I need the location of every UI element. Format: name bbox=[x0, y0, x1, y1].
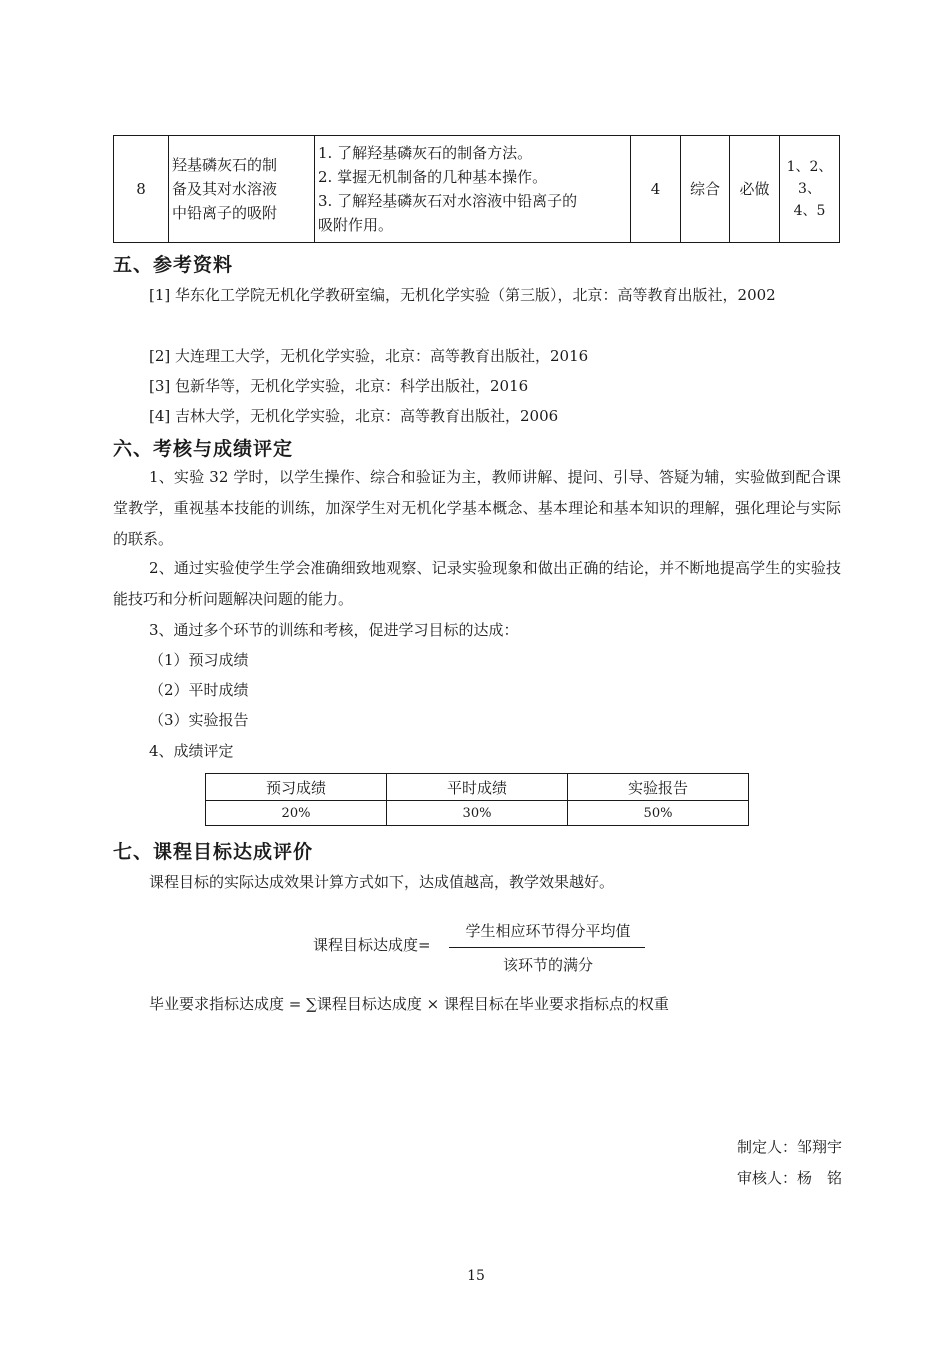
list-item: （2）平时成绩 bbox=[149, 681, 249, 699]
page-number: 15 bbox=[467, 1268, 485, 1284]
experiment-table bbox=[113, 135, 840, 243]
experiment-name: 羟基磷灰石的制 备及其对水溶液 中铅离子的吸附 bbox=[169, 136, 315, 243]
table-row bbox=[206, 801, 749, 826]
formula-label: 课程目标达成度= bbox=[313, 936, 431, 954]
experiment-hours: 4 bbox=[631, 136, 681, 243]
paragraph: 3、通过多个环节的训练和考核，促进学习目标的达成： bbox=[149, 621, 519, 639]
list-item: （3）实验报告 bbox=[149, 711, 249, 729]
section-title: 六、考核与成绩评定 bbox=[113, 438, 294, 460]
section-title: 七、课程目标达成评价 bbox=[113, 841, 314, 863]
fraction-bar bbox=[449, 947, 645, 948]
score-header: 预习成绩 bbox=[206, 774, 387, 801]
reference-item: [4] 吉林大学，无机化学实验，北京：高等教育出版社，2006 bbox=[149, 407, 559, 425]
list-item: （1）预习成绩 bbox=[149, 651, 249, 669]
paragraph: 2、通过实验使学生学会准确细致地观察、记录实验现象和做出正确的结论，并不断地提高学生的实验技能技巧和分析问题解决问题的能力。 bbox=[113, 559, 841, 608]
paragraph: 课程目标的实际达成效果计算方式如下，达成值越高，教学效果越好。 bbox=[149, 873, 615, 891]
section-title: 五、参考资料 bbox=[113, 254, 234, 276]
score-value: 50% bbox=[568, 801, 749, 826]
reviewer-signature: 审核人：杨 铭 bbox=[736, 1169, 842, 1187]
table-row bbox=[206, 774, 749, 801]
formula-denominator: 该环节的满分 bbox=[502, 956, 593, 974]
maker-signature: 制定人：邹翔宇 bbox=[736, 1138, 842, 1156]
formula-line: 毕业要求指标达成度 = ∑课程目标达成度 × 课程目标在毕业要求指标点的权重 bbox=[149, 995, 669, 1013]
experiment-objectives: 1. 了解羟基磷灰石的制备方法。 2. 掌握无机制备的几种基本操作。 3. 了解羟基磷灰石对水溶液中铅离子的 吸附作用。 bbox=[315, 136, 631, 243]
experiment-targets: 1、2、3、 4、5 bbox=[780, 136, 840, 243]
score-value: 30% bbox=[387, 801, 568, 826]
score-header: 平时成绩 bbox=[387, 774, 568, 801]
table-row bbox=[114, 136, 840, 243]
reference-item: [1] 华东化工学院无机化学教研室编，无机化学实验（第三版），北京：高等教育出版社，2002 bbox=[149, 286, 776, 304]
score-value: 20% bbox=[206, 801, 387, 826]
experiment-requirement: 必做 bbox=[730, 136, 780, 243]
formula-numerator: 学生相应环节得分平均值 bbox=[465, 922, 631, 940]
score-header: 实验报告 bbox=[568, 774, 749, 801]
paragraph: 4、成绩评定 bbox=[149, 742, 234, 760]
experiment-type: 综合 bbox=[681, 136, 730, 243]
experiment-number: 8 bbox=[114, 136, 169, 243]
reference-item: [2] 大连理工大学，无机化学实验，北京：高等教育出版社，2016 bbox=[149, 347, 589, 365]
score-table bbox=[205, 773, 749, 826]
paragraph: 1、实验 32 学时，以学生操作、综合和验证为主，教师讲解、提问、引导、答疑为辅，实验做到配合课堂教学，重视基本技能的训练，加深学生对无机化学基本概念、基本理论和基本知识的理解，强化理论与实际的联系。 bbox=[113, 468, 841, 548]
reference-item: [3] 包新华等，无机化学实验，北京：科学出版社，2016 bbox=[149, 377, 529, 395]
